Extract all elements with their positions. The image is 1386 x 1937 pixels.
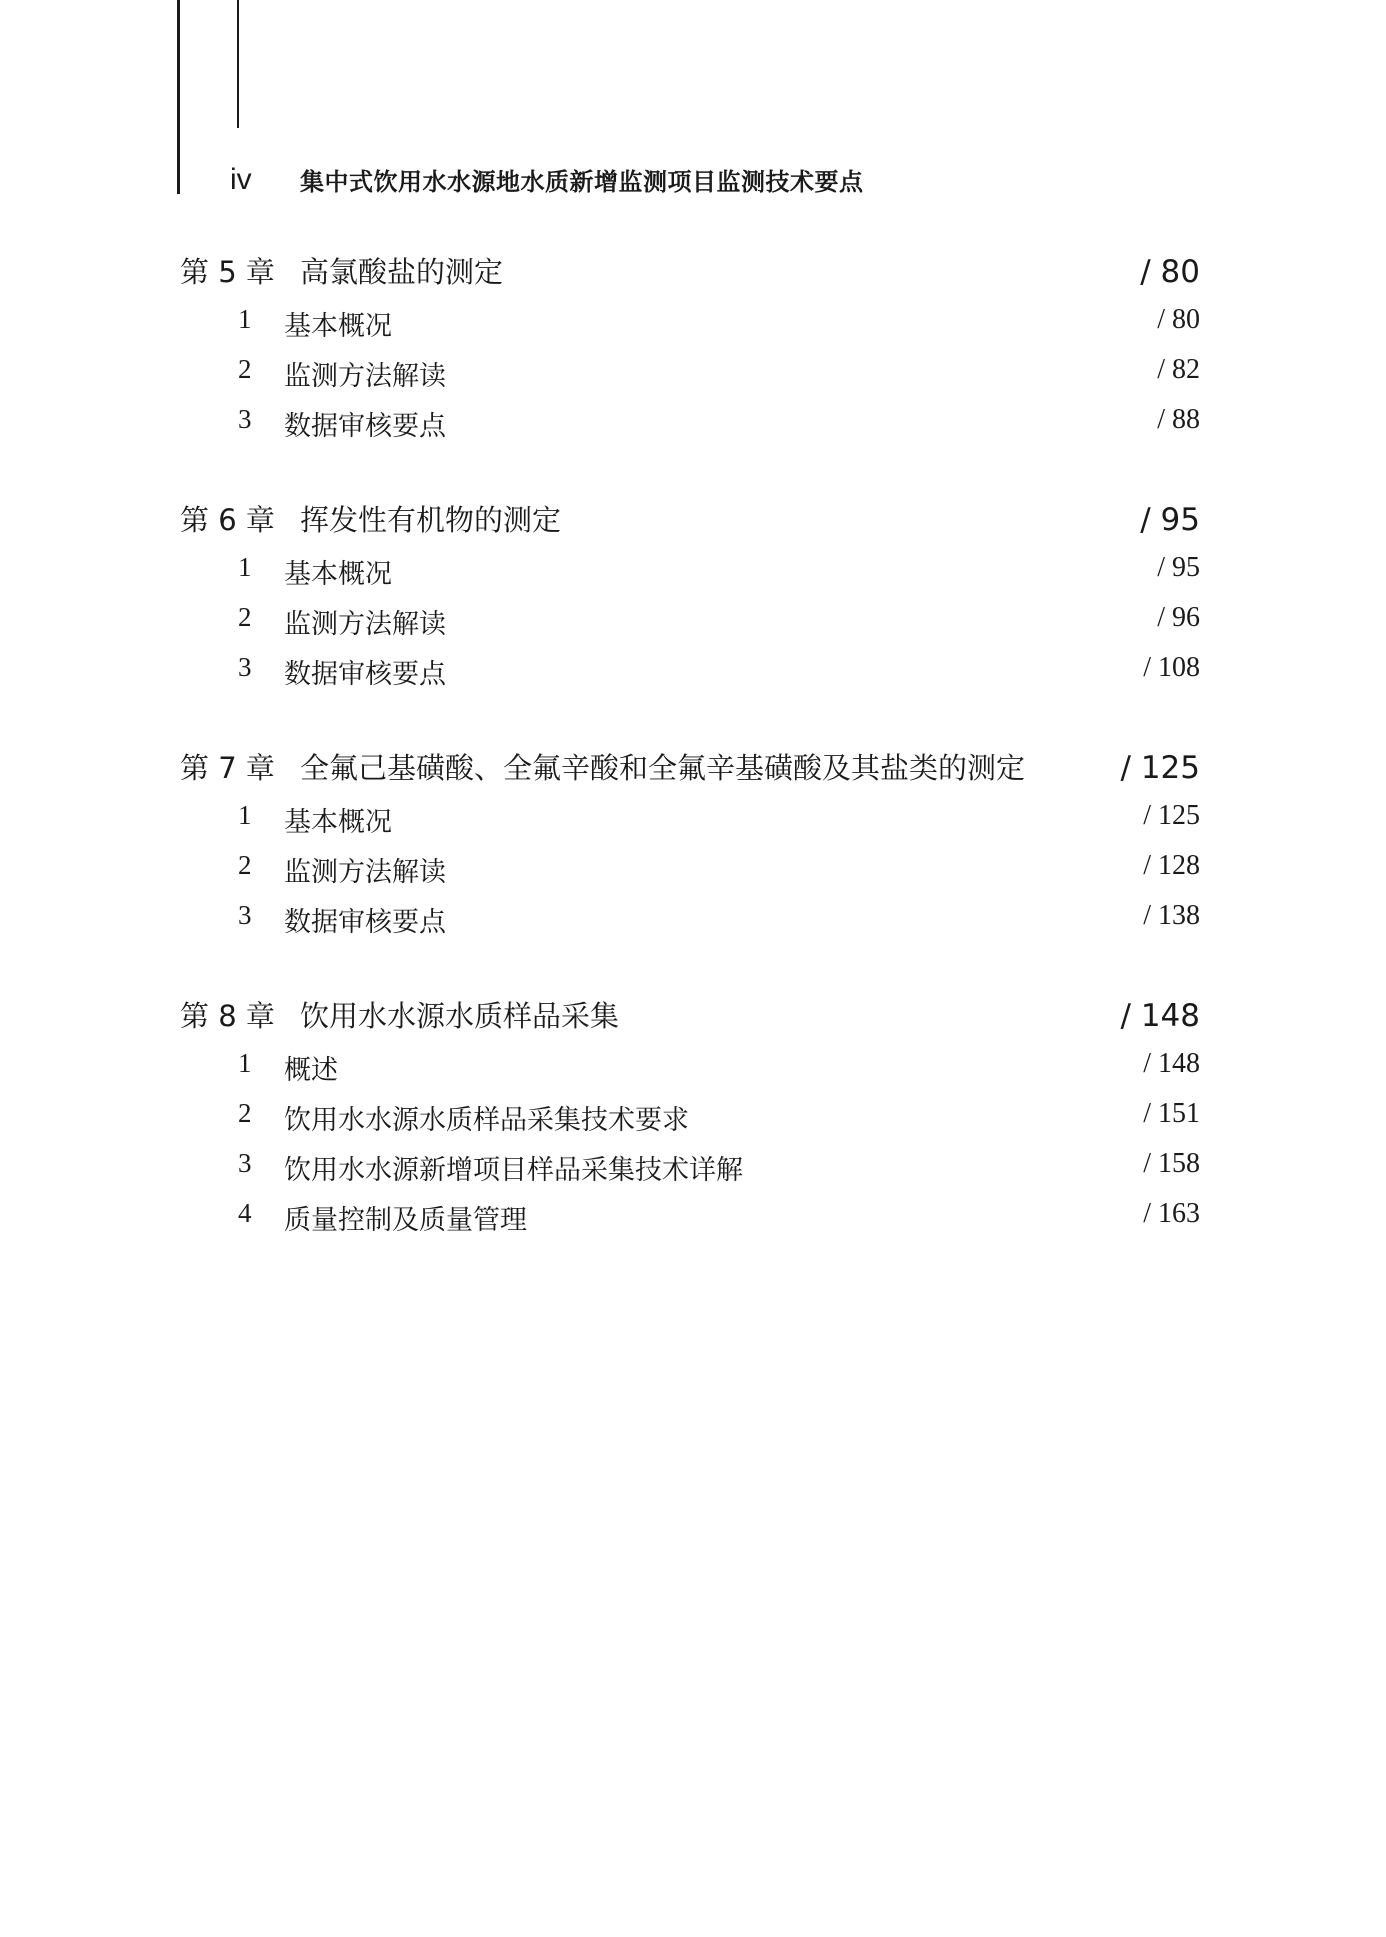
section-title: 数据审核要点 — [284, 659, 446, 690]
toc-chapter — [180, 498, 1200, 702]
chapter-page-number: / 95 — [1140, 502, 1200, 538]
toc-section-row[interactable] — [180, 602, 1200, 652]
toc-chapter — [180, 746, 1200, 950]
section-label — [180, 354, 446, 393]
section-number: 2 — [238, 354, 252, 384]
section-number: 3 — [238, 1148, 252, 1178]
chapter-number: 第 5 章 — [180, 255, 275, 289]
section-label — [180, 404, 446, 443]
section-title: 基本概况 — [284, 311, 392, 342]
section-label — [180, 800, 392, 839]
section-number: 2 — [238, 1098, 252, 1128]
section-title: 饮用水水源水质样品采集技术要求 — [284, 1105, 689, 1136]
toc-chapter — [180, 994, 1200, 1248]
margin-rule-long — [177, 0, 180, 194]
section-title: 监测方法解读 — [284, 609, 446, 640]
section-number: 2 — [238, 602, 252, 632]
chapter-number: 第 7 章 — [180, 751, 275, 785]
section-label — [180, 1098, 689, 1137]
margin-rule-short — [237, 0, 239, 128]
toc-section-row[interactable] — [180, 800, 1200, 850]
section-label — [180, 1048, 338, 1087]
section-title: 基本概况 — [284, 807, 392, 838]
chapter-label — [180, 250, 503, 291]
running-title: 集中式饮用水水源地水质新增监测项目监测技术要点 — [300, 167, 864, 196]
toc-chapter — [180, 250, 1200, 454]
section-label — [180, 552, 392, 591]
section-page-number: / 125 — [1143, 800, 1200, 831]
section-number: 1 — [238, 304, 252, 334]
section-label — [180, 900, 446, 939]
section-title: 数据审核要点 — [284, 907, 446, 938]
section-page-number: / 80 — [1157, 304, 1200, 335]
toc-section-row[interactable] — [180, 1098, 1200, 1148]
section-number: 3 — [238, 404, 252, 434]
section-page-number: / 82 — [1157, 354, 1200, 385]
section-label — [180, 602, 446, 641]
toc-section-row[interactable] — [180, 304, 1200, 354]
toc-section-row[interactable] — [180, 552, 1200, 602]
section-label — [180, 850, 446, 889]
chapter-page-number: / 148 — [1120, 998, 1200, 1034]
section-number: 1 — [238, 1048, 252, 1078]
toc-chapter-row[interactable] — [180, 498, 1200, 552]
section-title: 监测方法解读 — [284, 361, 446, 392]
chapter-title: 高氯酸盐的测定 — [300, 255, 504, 289]
section-label — [180, 652, 446, 691]
toc-section-row[interactable] — [180, 652, 1200, 702]
toc-section-row[interactable] — [180, 354, 1200, 404]
section-title: 概述 — [284, 1055, 338, 1086]
chapter-label — [180, 994, 619, 1035]
chapter-number: 第 8 章 — [180, 999, 275, 1033]
section-page-number: / 158 — [1143, 1148, 1200, 1179]
section-title: 基本概况 — [284, 559, 392, 590]
chapter-title: 饮用水水源水质样品采集 — [300, 999, 620, 1033]
section-page-number: / 88 — [1157, 404, 1200, 435]
chapter-title: 挥发性有机物的测定 — [300, 503, 562, 537]
section-page-number: / 148 — [1143, 1048, 1200, 1079]
section-label — [180, 1198, 527, 1237]
section-page-number: / 138 — [1143, 900, 1200, 931]
section-title: 饮用水水源新增项目样品采集技术详解 — [284, 1155, 743, 1186]
toc-section-row[interactable] — [180, 1148, 1200, 1198]
page-folio: iv — [230, 162, 252, 196]
chapter-title: 全氟己基磺酸、全氟辛酸和全氟辛基磺酸及其盐类的测定 — [300, 751, 1026, 785]
section-number: 1 — [238, 552, 252, 582]
toc-section-row[interactable] — [180, 900, 1200, 950]
section-page-number: / 108 — [1143, 652, 1200, 683]
toc-chapter-row[interactable] — [180, 994, 1200, 1048]
section-title: 数据审核要点 — [284, 411, 446, 442]
section-number: 3 — [238, 900, 252, 930]
section-label — [180, 304, 392, 343]
toc-section-row[interactable] — [180, 850, 1200, 900]
section-number: 1 — [238, 800, 252, 830]
table-of-contents — [180, 250, 1200, 1292]
toc-section-row[interactable] — [180, 1048, 1200, 1098]
toc-chapter-row[interactable] — [180, 250, 1200, 304]
chapter-label — [180, 746, 1025, 787]
chapter-label — [180, 498, 561, 539]
toc-chapter-row[interactable] — [180, 746, 1200, 800]
section-page-number: / 151 — [1143, 1098, 1200, 1129]
chapter-number: 第 6 章 — [180, 503, 275, 537]
section-page-number: / 95 — [1157, 552, 1200, 583]
chapter-page-number: / 80 — [1140, 254, 1200, 290]
section-page-number: / 96 — [1157, 602, 1200, 633]
section-number: 3 — [238, 652, 252, 682]
section-number: 2 — [238, 850, 252, 880]
section-page-number: / 128 — [1143, 850, 1200, 881]
chapter-page-number: / 125 — [1120, 750, 1200, 786]
section-title: 监测方法解读 — [284, 857, 446, 888]
section-title: 质量控制及质量管理 — [284, 1205, 527, 1236]
section-number: 4 — [238, 1198, 252, 1228]
section-page-number: / 163 — [1143, 1198, 1200, 1229]
toc-section-row[interactable] — [180, 404, 1200, 454]
page-header — [230, 162, 864, 197]
section-label — [180, 1148, 743, 1187]
toc-section-row[interactable] — [180, 1198, 1200, 1248]
